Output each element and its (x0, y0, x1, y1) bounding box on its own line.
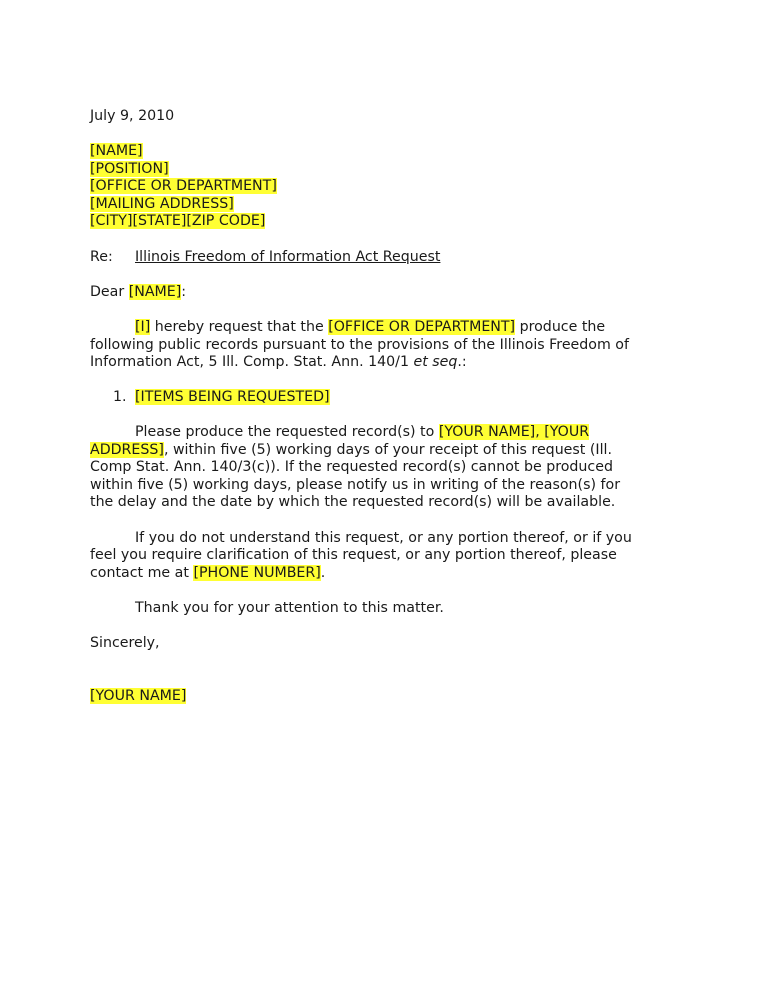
para1-line3-b: .: (457, 354, 467, 370)
recipient-name-placeholder: [NAME] (90, 143, 143, 159)
para1-line3 (90, 354, 467, 371)
list-number: 1. (113, 389, 127, 405)
re-label: Re: (90, 249, 113, 265)
recipient-office (90, 178, 277, 195)
office-placeholder: [OFFICE OR DEPARTMENT] (328, 319, 516, 335)
signature-placeholder: [YOUR NAME] (90, 688, 187, 704)
para2-line2 (90, 442, 612, 459)
items-requested-placeholder: [ITEMS BEING REQUESTED] (135, 389, 330, 405)
re-subject: Illinois Freedom of Information Act Request (135, 249, 441, 265)
your-name-address-placeholder-a: [YOUR NAME], [YOUR (438, 424, 590, 440)
para2-text-b: , within five (5) working days of your receipt of this request (Ill. (163, 442, 612, 458)
recipient-position-placeholder: [POSITION] (90, 161, 169, 177)
para1-et-seq: et seq (413, 354, 458, 370)
para1-line3-a: Information Act, 5 Ill. Comp. Stat. Ann. 140/1 (90, 354, 414, 370)
recipient-office-placeholder: [OFFICE OR DEPARTMENT] (90, 178, 277, 194)
para2-line1 (135, 424, 589, 441)
para3-line2: feel you require clarification of this request, or any portion thereof, please (90, 547, 617, 563)
salutation-dear: Dear (90, 284, 129, 300)
phone-placeholder: [PHONE NUMBER] (193, 565, 321, 581)
i-placeholder: [I] (135, 319, 151, 335)
closing: Sincerely, (90, 635, 160, 651)
para2-line5: the delay and the date by which the requested record(s) will be available. (90, 494, 616, 510)
para2-text-a: Please produce the requested record(s) to (135, 424, 439, 440)
para3-line1: If you do not understand this request, or any portion thereof, or if you (135, 530, 632, 546)
para3-line3-b: . (320, 565, 326, 581)
para4: Thank you for your attention to this matter. (135, 600, 444, 616)
recipient-city-state-zip (90, 213, 265, 230)
para3-line3 (90, 565, 325, 582)
para1-text-b: produce the (515, 319, 606, 335)
recipient-position (90, 161, 169, 178)
para2-line3: Comp Stat. Ann. 140/3(c)). If the requested record(s) cannot be produced (90, 459, 613, 475)
para2-line4: within five (5) working days, please notify us in writing of the reason(s) for (90, 477, 621, 493)
para1-line1 (135, 319, 605, 336)
para1-line2: following public records pursuant to the provisions of the Illinois Freedom of (90, 337, 629, 353)
your-name-address-placeholder-b: ADDRESS] (90, 442, 164, 458)
para1-text-a: hereby request that the (150, 319, 329, 335)
salutation-colon: : (181, 284, 187, 300)
recipient-address-placeholder: [MAILING ADDRESS] (90, 196, 234, 212)
recipient-address (90, 196, 234, 213)
signature (90, 688, 186, 705)
letter-date: July 9, 2010 (90, 108, 175, 124)
salutation-name-placeholder: [NAME] (128, 284, 182, 300)
recipient-name (90, 143, 143, 160)
list-item (135, 389, 330, 406)
re-line (90, 249, 113, 266)
recipient-city-state-zip-placeholder: [CITY][STATE][ZIP CODE] (90, 213, 266, 229)
salutation (90, 284, 186, 301)
para3-line3-a: contact me at (90, 565, 194, 581)
